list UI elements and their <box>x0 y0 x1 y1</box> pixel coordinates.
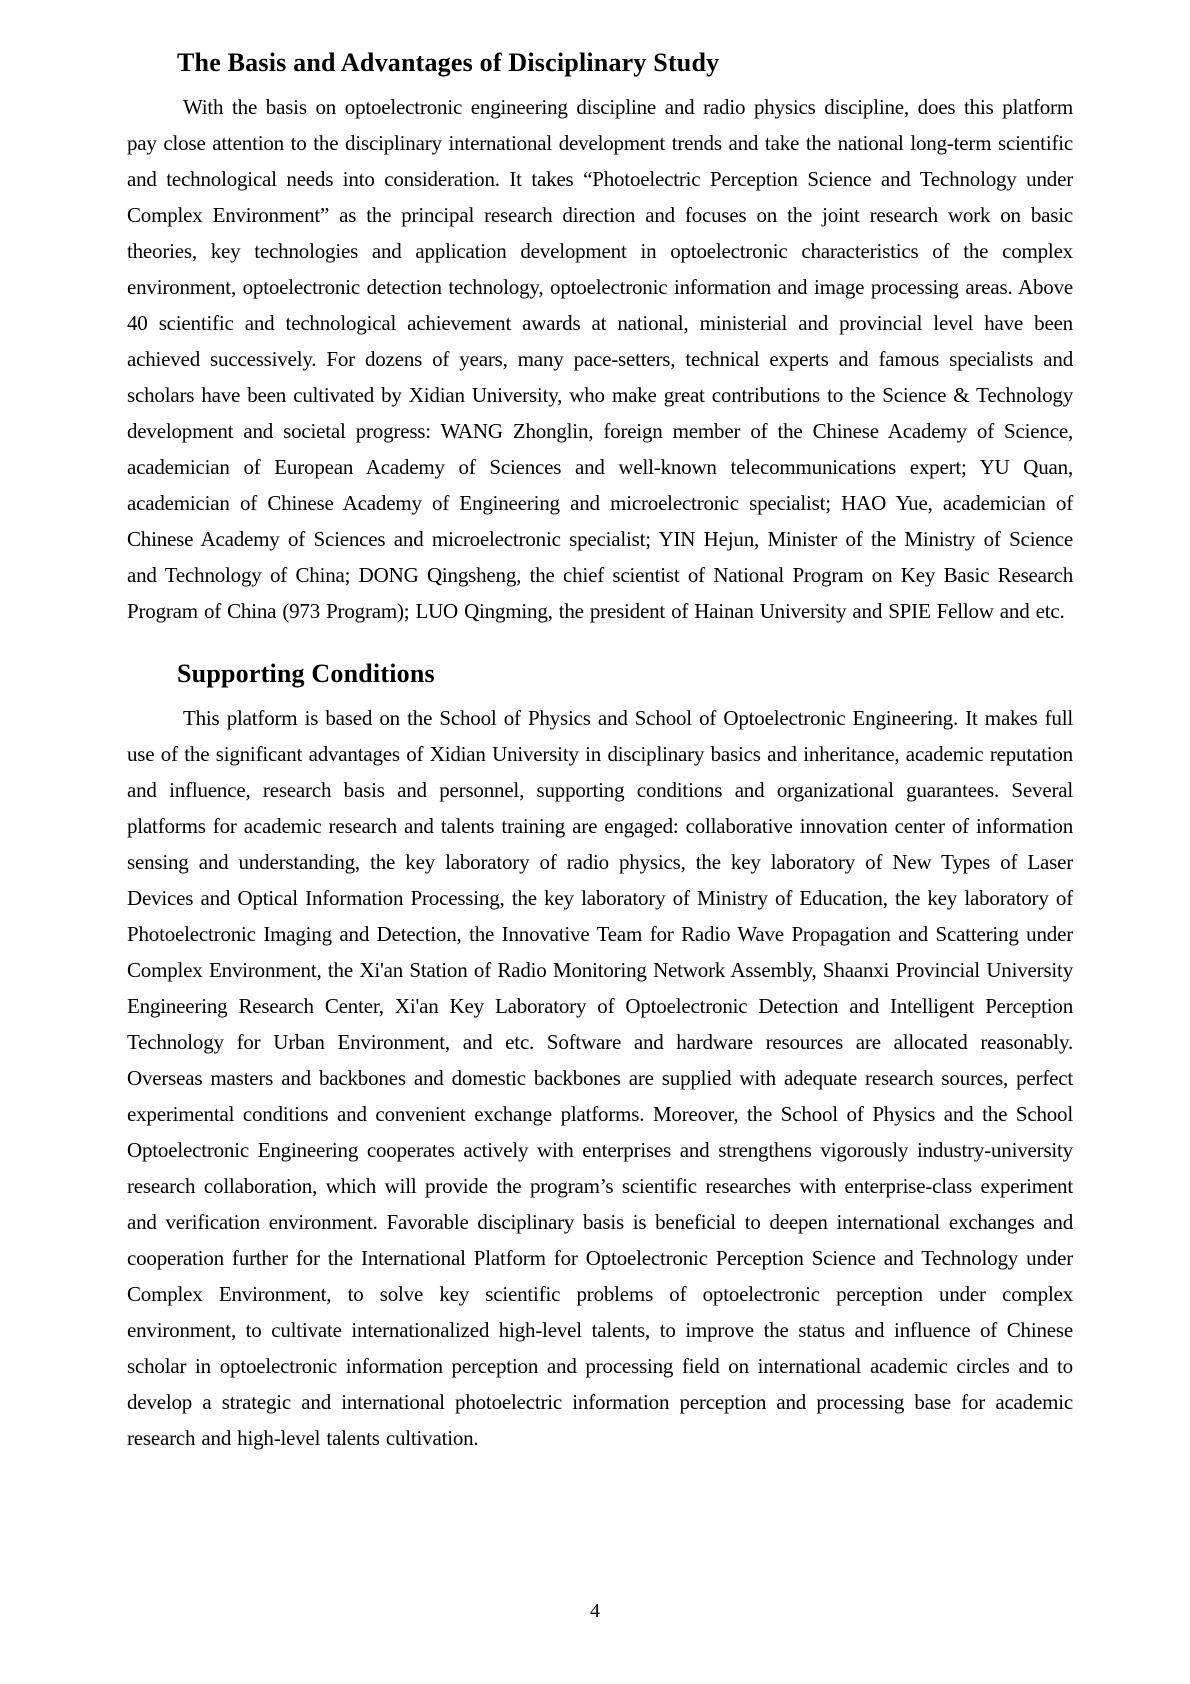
page-number: 4 <box>590 1600 600 1622</box>
document-content <box>127 46 1073 1456</box>
section-supporting-conditions <box>127 657 1073 1456</box>
section-body-paragraph: With the basis on optoelectronic engineering discipline and radio physics discipline, does this platform pay close attention to the disciplinary international development trends and take the national long-term scientific and technological needs into consideration. It takes “Photoelectric Perception Science and Technology under Complex Environment” as the principal research direction and focuses on the joint research work on basic theories, key technologies and application development in optoelectronic characteristics of the complex environment, optoelectronic detection technology, optoelectronic information and image processing areas. Above 40 scientific and technological achievement awards at national, ministerial and provincial level have been achieved successively. For dozens of years, many pace-setters, technical experts and famous specialists and scholars have been cultivated by Xidian University, who make great contributions to the Science & Technology development and societal progress: WANG Zhonglin, foreign member of the Chinese Academy of Science, academician of European Academy of Sciences and well-known telecommunications expert; YU Quan, academician of Chinese Academy of Engineering and microelectronic specialist; HAO Yue, academician of Chinese Academy of Sciences and microelectronic specialist; YIN Hejun, Minister of the Ministry of Science and Technology of China; DONG Qingsheng, the chief scientist of National Program on Key Basic Research Program of China (973 Program); LUO Qingming, the president of Hainan University and SPIE Fellow and etc. <box>127 95 1073 623</box>
section-disciplinary-study <box>127 46 1073 629</box>
section-heading: Supporting Conditions <box>177 659 435 688</box>
section-body-paragraph: This platform is based on the School of Physics and School of Optoelectronic Engineering. It makes full use of the significant advantages of Xidian University in disciplinary basics and inheritance, academic reputation and influence, research basis and personnel, supporting conditions and organizational guarantees. Several platforms for academic research and talents training are engaged: collaborative innovation center of information sensing and understanding, the key laboratory of radio physics, the key laboratory of New Types of Laser Devices and Optical Information Processing, the key laboratory of Ministry of Education, the key laboratory of Photoelectronic Imaging and Detection, the Innovative Team for Radio Wave Propagation and Scattering under Complex Environment, the Xi'an Station of Radio Monitoring Network Assembly, Shaanxi Provincial University Engineering Research Center, Xi'an Key Laboratory of Optoelectronic Detection and Intelligent Perception Technology for Urban Environment, and etc. Software and hardware resources are allocated reasonably. Overseas masters and backbones and domestic backbones are supplied with adequate research sources, perfect experimental conditions and convenient exchange platforms. Moreover, the School of Physics and the School Optoelectronic Engineering cooperates actively with enterprises and strengthens vigorously industry-university research collaboration, which will provide the program’s scientific researches with enterprise-class experiment and verification environment. Favorable disciplinary basis is beneficial to deepen international exchanges and cooperation further for the International Platform for Optoelectronic Perception Science and Technology under Complex Environment, to solve key scientific problems of optoelectronic perception under complex environment, to cultivate internationalized high-level talents, to improve the status and influence of Chinese scholar in optoelectronic information perception and processing field on international academic circles and to develop a strategic and international photoelectric information perception and processing base for academic research and high-level talents cultivation. <box>127 706 1073 1450</box>
section-heading: The Basis and Advantages of Disciplinary Study <box>177 48 720 77</box>
